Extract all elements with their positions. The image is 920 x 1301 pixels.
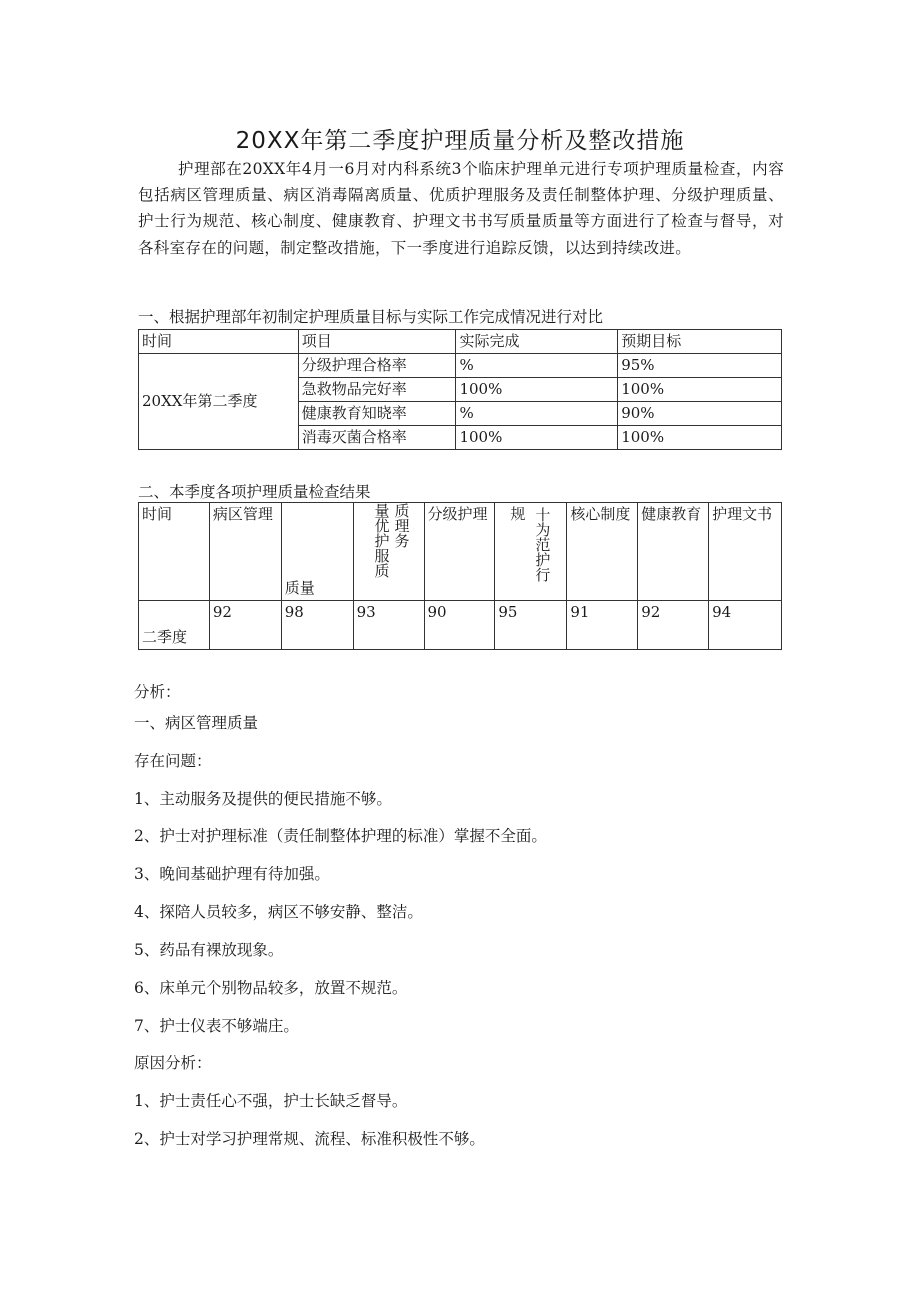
table-header-row <box>139 330 782 354</box>
header-grading-care: 分级护理 <box>424 503 495 601</box>
problem-item: 5、药品有裸放现象。 <box>134 941 284 959</box>
table-row <box>139 601 782 650</box>
analysis-label: 分析： <box>134 683 181 701</box>
header-conduct-b: 十为范护行 <box>533 507 552 582</box>
header-item: 项目 <box>298 330 456 354</box>
item-cell: 健康教育知晓率 <box>298 402 456 426</box>
table-row <box>139 354 782 378</box>
score-cell: 90 <box>424 601 495 650</box>
problem-item: 6、床单元个别物品较多，放置不规范。 <box>134 979 408 997</box>
header-ward-management: 病区管理 <box>209 503 281 601</box>
target-cell: 90% <box>618 402 782 426</box>
target-comparison-table <box>138 329 782 450</box>
score-cell: 94 <box>709 601 782 650</box>
item-cell: 分级护理合格率 <box>298 354 456 378</box>
header-quality-service <box>353 503 424 601</box>
header-service-col-b: 量优护服质 <box>372 503 391 578</box>
target-cell: 100% <box>618 426 782 450</box>
analysis-topic: 一、病区管理质量 <box>134 714 259 732</box>
target-cell: 95% <box>618 354 782 378</box>
table-header-row <box>139 503 782 601</box>
document-title: 20XX年第二季度护理质量分析及整改措施 <box>235 128 685 154</box>
header-health-education: 健康教育 <box>638 503 709 601</box>
period-cell: 二季度 <box>139 601 210 650</box>
actual-cell: % <box>456 402 618 426</box>
header-nursing-docs: 护理文书 <box>709 503 782 601</box>
problems-label: 存在问题： <box>134 752 212 770</box>
target-cell: 100% <box>618 378 782 402</box>
score-cell: 95 <box>495 601 567 650</box>
quality-results-table <box>138 502 782 650</box>
score-cell: 92 <box>209 601 281 650</box>
header-service-col-a: 质理务 <box>392 503 411 548</box>
header-conduct <box>495 503 567 601</box>
score-cell: 92 <box>638 601 709 650</box>
problem-item: 1、主动服务及提供的便民措施不够。 <box>134 790 392 808</box>
header-time: 时间 <box>139 503 210 601</box>
period-cell: 20XX年第二季度 <box>139 354 299 450</box>
problem-item: 7、护士仪表不够端庄。 <box>134 1017 299 1035</box>
header-conduct-a: 规 <box>510 505 526 523</box>
cause-item: 1、护士责任心不强，护士长缺乏督导。 <box>134 1092 408 1110</box>
header-actual: 实际完成 <box>456 330 618 354</box>
item-cell: 消毒灭菌合格率 <box>298 426 456 450</box>
score-cell: 93 <box>353 601 424 650</box>
section2-heading: 二、本季度各项护理质量检查结果 <box>138 483 371 501</box>
problem-item: 4、探陪人员较多，病区不够安静、整洁。 <box>134 903 423 921</box>
actual-cell: 100% <box>456 378 618 402</box>
problem-item: 3、晚间基础护理有待加强。 <box>134 865 330 883</box>
actual-cell: % <box>456 354 618 378</box>
causes-label: 原因分析： <box>134 1054 212 1072</box>
section1-heading: 一、根据护理部年初制定护理质量目标与实际工作完成情况进行对比 <box>138 308 604 326</box>
problem-item: 2、护士对护理标准（责任制整体护理的标准）掌握不全面。 <box>134 827 547 845</box>
header-core-system: 核心制度 <box>567 503 638 601</box>
score-cell: 98 <box>281 601 353 650</box>
cause-item: 2、护士对学习护理常规、流程、标准积极性不够。 <box>134 1130 485 1148</box>
header-target: 预期目标 <box>618 330 782 354</box>
intro-paragraph: 护理部在20XX年4月一6月对内科系统3个临床护理单元进行专项护理质量检查，内容包括病区管理质量、病区消毒隔离质量、优质护理服务及责任制整体护理、分级护理质量、护士行为规范、核心制度、健康教育、护理文书书写质量质量等方面进行了检查与督导，对各科室存在的问题，制定整改措施，下一季度进行追踪反馈，以达到持续改进。 <box>138 160 784 257</box>
header-time: 时间 <box>139 330 299 354</box>
score-cell: 91 <box>567 601 638 650</box>
actual-cell: 100% <box>456 426 618 450</box>
item-cell: 急救物品完好率 <box>298 378 456 402</box>
header-quality: 质量 <box>281 503 353 601</box>
